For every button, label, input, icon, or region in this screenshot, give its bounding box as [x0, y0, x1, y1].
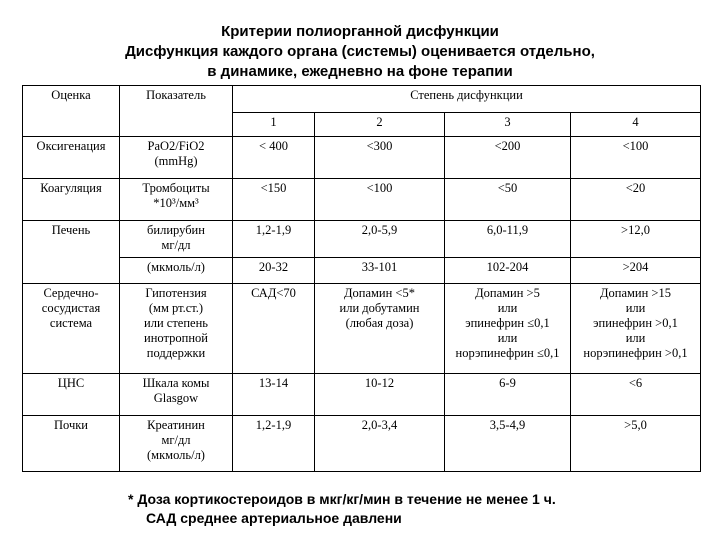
row-indicator [120, 179, 233, 221]
table-header-row [23, 86, 701, 113]
indicator-line: мг/дл [161, 433, 191, 447]
value-degree-4: <20 [571, 179, 701, 221]
label-line: Сердечно- [43, 286, 99, 300]
row-label: Коагуляция [23, 179, 120, 221]
value-degree-1: 20-32 [233, 258, 315, 284]
indicator-line: или степень [144, 316, 208, 330]
degree-1: 1 [233, 113, 315, 137]
value-degree-4 [571, 284, 701, 374]
row-label: Оксигенация [23, 137, 120, 179]
value-degree-1: 1,2-1,9 [233, 221, 315, 258]
indicator-line: Гипотензия [145, 286, 207, 300]
row-indicator [120, 374, 233, 416]
value-line: или [625, 331, 646, 345]
value-line: норэпинефрин >0,1 [583, 346, 688, 360]
row-label: Печень [23, 221, 120, 258]
header-empty-2 [120, 113, 233, 137]
header-empty-1 [23, 113, 120, 137]
row-label: Почки [23, 416, 120, 472]
degree-4: 4 [571, 113, 701, 137]
table-row-liver-units [23, 258, 701, 284]
criteria-table [22, 85, 701, 472]
header-score: Оценка [23, 86, 120, 113]
value-line: эпинефрин >0,1 [593, 316, 678, 330]
value-line: Допамин <5* [344, 286, 415, 300]
value-line: (любая доза) [345, 316, 414, 330]
value-line: норэпинефрин ≤0,1 [455, 346, 560, 360]
title-line-2: Дисфункция каждого органа (системы) оценивается отдельно, [125, 43, 595, 60]
indicator-line: PaO2/FiO2 [147, 139, 205, 153]
indicator-line: Glasgow [153, 391, 199, 405]
indicator-line: инотропной [144, 331, 208, 345]
indicator-line: *10³/мм³ [153, 196, 199, 210]
value-line: или [625, 301, 646, 315]
label-line: сосудистая [41, 301, 101, 315]
indicator-line: Креатинин [147, 418, 205, 432]
indicator-line: поддержки [146, 346, 206, 360]
value-degree-3: 6,0-11,9 [445, 221, 571, 258]
row-label: ЦНС [23, 374, 120, 416]
label-line: система [49, 316, 93, 330]
header-degree: Степень дисфункции [233, 86, 701, 113]
value-degree-2: <300 [315, 137, 445, 179]
value-degree-3 [445, 284, 571, 374]
value-degree-2: 2,0-5,9 [315, 221, 445, 258]
indicator-line: мг/дл [161, 238, 191, 252]
footnotes [128, 490, 556, 528]
value-degree-4: >5,0 [571, 416, 701, 472]
table-row-oxygenation [23, 137, 701, 179]
value-degree-4: >204 [571, 258, 701, 284]
footnote-dose: * Доза кортикостероидов в мкг/кг/мин в течение не менее 1 ч. [128, 491, 556, 507]
row-indicator [120, 284, 233, 374]
value-degree-4: <6 [571, 374, 701, 416]
value-degree-3: 3,5-4,9 [445, 416, 571, 472]
value-degree-2: <100 [315, 179, 445, 221]
value-degree-1: 1,2-1,9 [233, 416, 315, 472]
row-indicator [120, 137, 233, 179]
title-line-1: Критерии полиорганной дисфункции [221, 23, 499, 40]
value-degree-1: <150 [233, 179, 315, 221]
value-line: эпинефрин ≤0,1 [465, 316, 550, 330]
value-degree-1: < 400 [233, 137, 315, 179]
value-line: или [497, 331, 518, 345]
indicator-line: билирубин [147, 223, 205, 237]
degree-2: 2 [315, 113, 445, 137]
value-line: или [497, 301, 518, 315]
degree-3: 3 [445, 113, 571, 137]
table-row-liver [23, 221, 701, 258]
table-degree-row [23, 113, 701, 137]
value-degree-1 [233, 284, 315, 374]
indicator-line: (mmHg) [154, 154, 198, 168]
value-degree-2 [315, 284, 445, 374]
value-line: САД<70 [251, 286, 296, 300]
row-label-empty [23, 258, 120, 284]
value-degree-1: 13-14 [233, 374, 315, 416]
value-degree-3: <50 [445, 179, 571, 221]
value-degree-3: 102-204 [445, 258, 571, 284]
header-indicator: Показатель [120, 86, 233, 113]
value-degree-2: 10-12 [315, 374, 445, 416]
value-degree-4: <100 [571, 137, 701, 179]
footnote-sad: САД среднее артериальное давлени [146, 510, 402, 526]
indicator-line: (мкмоль/л) [147, 448, 205, 462]
table-row-cns [23, 374, 701, 416]
value-degree-4: >12,0 [571, 221, 701, 258]
value-degree-3: 6-9 [445, 374, 571, 416]
value-line: Допамин >15 [600, 286, 671, 300]
indicator-line: Шкала комы [142, 376, 210, 390]
table-row-kidneys [23, 416, 701, 472]
value-degree-3: <200 [445, 137, 571, 179]
value-line: Допамин >5 [475, 286, 540, 300]
indicator-line: Тромбоциты [142, 181, 210, 195]
indicator-line: (мм рт.ст.) [148, 301, 204, 315]
row-indicator: (мкмоль/л) [120, 258, 233, 284]
row-indicator [120, 416, 233, 472]
row-indicator [120, 221, 233, 258]
value-line: или добутамин [339, 301, 420, 315]
value-degree-2: 33-101 [315, 258, 445, 284]
table-row-coagulation [23, 179, 701, 221]
title-line-3: в динамике, ежедневно на фоне терапии [207, 63, 513, 80]
table-row-cardio [23, 284, 701, 374]
row-label [23, 284, 120, 374]
page-title [0, 22, 720, 82]
value-degree-2: 2,0-3,4 [315, 416, 445, 472]
